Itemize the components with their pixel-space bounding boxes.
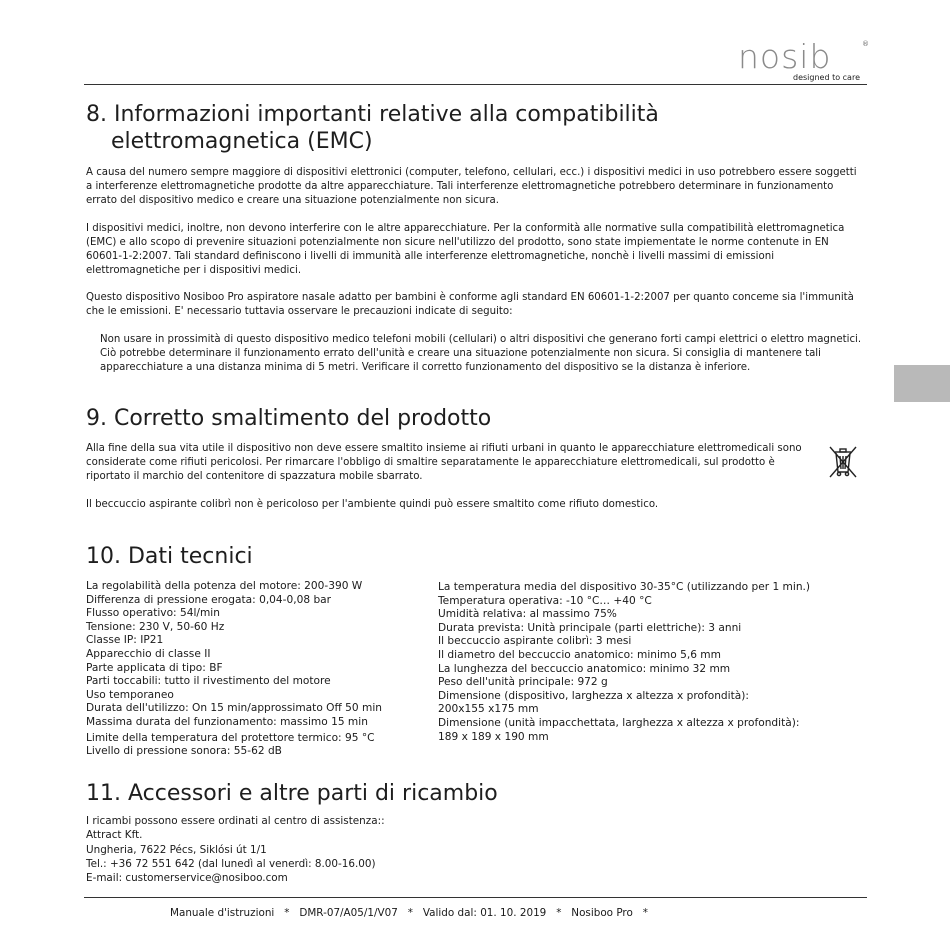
contact-line: Tel.: +36 72 551 642 (dal lunedì al venerdì: 8.00-16.00) xyxy=(86,857,376,870)
spec-line: Parti toccabili: tutto il rivestimento del motore xyxy=(86,675,331,688)
spec-line: Il diametro del beccuccio anatomico: minimo 5,6 mm xyxy=(438,648,721,661)
spec-line: Dimensione (dispositivo, larghezza x altezza x profondità): xyxy=(438,689,749,702)
spec-line: Parte applicata di tipo: BF xyxy=(86,661,223,674)
contact-line: Attract Kft. xyxy=(86,829,143,842)
contact-email: E-mail: customerservice@nosiboo.com xyxy=(86,872,288,885)
section-11-title: 11. Accessori e altre parti di ricambio xyxy=(86,781,498,806)
spec-line: Temperatura operativa: -10 °C… +40 °C xyxy=(438,594,652,607)
spec-line: Apparecchio di classe II xyxy=(86,647,211,660)
spec-line: Classe IP: IP21 xyxy=(86,634,164,647)
brand-logo xyxy=(738,38,878,88)
section-8-paragraph-3: Questo dispositivo Nosiboo Pro aspiratore nasale adatto per bambini è conforme agli standard EN 60601-1-2:2007 per quanto conceme sia l'immunità che le emissioni. E' necessario tuttavia osservare le precauzioni indicate di seguito: xyxy=(86,292,854,317)
spec-line: Differenza di pressione erogata: 0,04-0,08 bar xyxy=(86,593,332,606)
crossed-bin-icon xyxy=(828,443,858,479)
spec-line: La lunghezza del beccuccio anatomico: minimo 32 mm xyxy=(438,662,731,675)
spec-line: Il beccuccio aspirante colibrì: 3 mesi xyxy=(438,635,632,648)
contact-line: I ricambi possono essere ordinati al centro di assistenza:: xyxy=(86,815,385,827)
specs-right-column xyxy=(438,581,810,744)
section-10-title: 10. Dati tecnici xyxy=(86,544,253,569)
spec-line: La temperatura media del dispositivo 30-35°C (utilizzando per 1 min.) xyxy=(438,581,811,593)
section-8-title-cont: elettromagnetica (EMC) xyxy=(111,129,373,154)
section-8-paragraph-1: A causa del numero sempre maggiore di dispositivi elettronici (computer, telefono, cellulari, ecc.) i dispositivi medici in uso potrebbero essere soggetti a interferenze elettromagnetiche prodotte da altre apparecchiature. Tali interferenze elettromagnetiche potrebbero determinare in funzionamento errato del dispositivo medico e creare una situazione potenzialmente non sicura. xyxy=(86,167,857,206)
spec-line: Peso dell'unità principale: 972 g xyxy=(438,676,608,689)
header-rule xyxy=(84,84,867,85)
spec-line: Flusso operativo: 54l/min xyxy=(86,607,220,620)
section-8-title: 8. Informazioni importanti relative alla compatibilità xyxy=(86,102,659,127)
brand-wordmark: nosib xyxy=(738,37,832,76)
brand-tagline: designed to care xyxy=(793,73,860,82)
side-tab-marker xyxy=(894,365,950,402)
footer-rule xyxy=(84,897,867,898)
section-8-precaution: Non usare in prossimità di questo dispositivo medico telefoni mobili (cellulari) o altri dispositivi che generano forti campi elettrici o elettro magnetici. Ciò potrebbe determinare il funzionamento errato dell'unità e creare una situazione potenzialmente non sicura. Si consiglia di mantenere tali apparecchiature a una distanza minima di 5 metri. Verificare il corretto funzionamento del dispositivo se la distanza è inferiore. xyxy=(100,334,862,373)
page-footer: Manuale d'istruzioni * DMR-07/A05/1/V07 * Valido dal: 01. 10. 2019 * Nosiboo Pro * xyxy=(170,907,648,919)
spec-line: Uso temporaneo xyxy=(86,688,174,701)
spec-line: Umidità relativa: al massimo 75% xyxy=(438,608,617,621)
spec-line: Limite della temperatura del protettore termico: 95 °C xyxy=(86,731,375,744)
spec-line: Durata dell'utilizzo: On 15 min/approssimato Off 50 min xyxy=(86,702,382,715)
spec-line: Dimensione (unità impacchettata, larghezza x altezza x profondità): xyxy=(438,716,800,729)
spec-line: Livello di pressione sonora: 55-62 dB xyxy=(86,745,282,758)
spec-line: 200x155 x175 mm xyxy=(438,703,539,716)
spec-line: Durata prevista: Unità principale (parti elettriche): 3 anni xyxy=(438,621,742,634)
service-contact-block xyxy=(86,814,385,885)
specs-left-column xyxy=(86,580,382,759)
section-8-paragraph-2: I dispositivi medici, inoltre, non devono interferire con le altre apparecchiature. Per la conformità alle normative sulla compatibilità elettromagnetica (EMC) e allo scopo di prevenire situazioni potenzialmente non sicure nell'utilizzo del prodotto, sono state impiementate le norme contenute in EN 60601-1-2:2007. Tali standard definiscono i livelli di immunità alle interferenze elettromagnetiche, nonchè i livelli massimi di emissioni elettromagnetiche per i dispositivi medici. xyxy=(86,223,845,276)
spec-line: Massima durata del funzionamento: massimo 15 min xyxy=(86,715,368,728)
section-9-paragraph-2: Il beccuccio aspirante colibrì non è pericoloso per l'ambiente quindi può essere smaltito come rifiuto domestico. xyxy=(86,499,659,510)
contact-line: Ungheria, 7622 Pécs, Siklósi út 1/1 xyxy=(86,843,267,856)
section-9-title: 9. Corretto smaltimento del prodotto xyxy=(86,406,492,431)
spec-line: Tensione: 230 V, 50-60 Hz xyxy=(86,620,225,633)
spec-line: 189 x 189 x 190 mm xyxy=(438,730,549,743)
spec-line: La regolabilità della potenza del motore: 200-390 W xyxy=(86,580,363,592)
registered-mark: ® xyxy=(862,40,869,48)
section-9-paragraph-1: Alla fine della sua vita utile il dispositivo non deve essere smaltito insieme ai rifiuti urbani in quanto le apparecchiature elettromedicali sono considerate come rifiuti pericolosi. Per rimarcare l'obbligo di smaltire separatamente le apparecchiature elettromedicali, sul prodotto è riportato il marchio del contenitore di spazzatura mobile sbarrato. xyxy=(86,443,802,482)
